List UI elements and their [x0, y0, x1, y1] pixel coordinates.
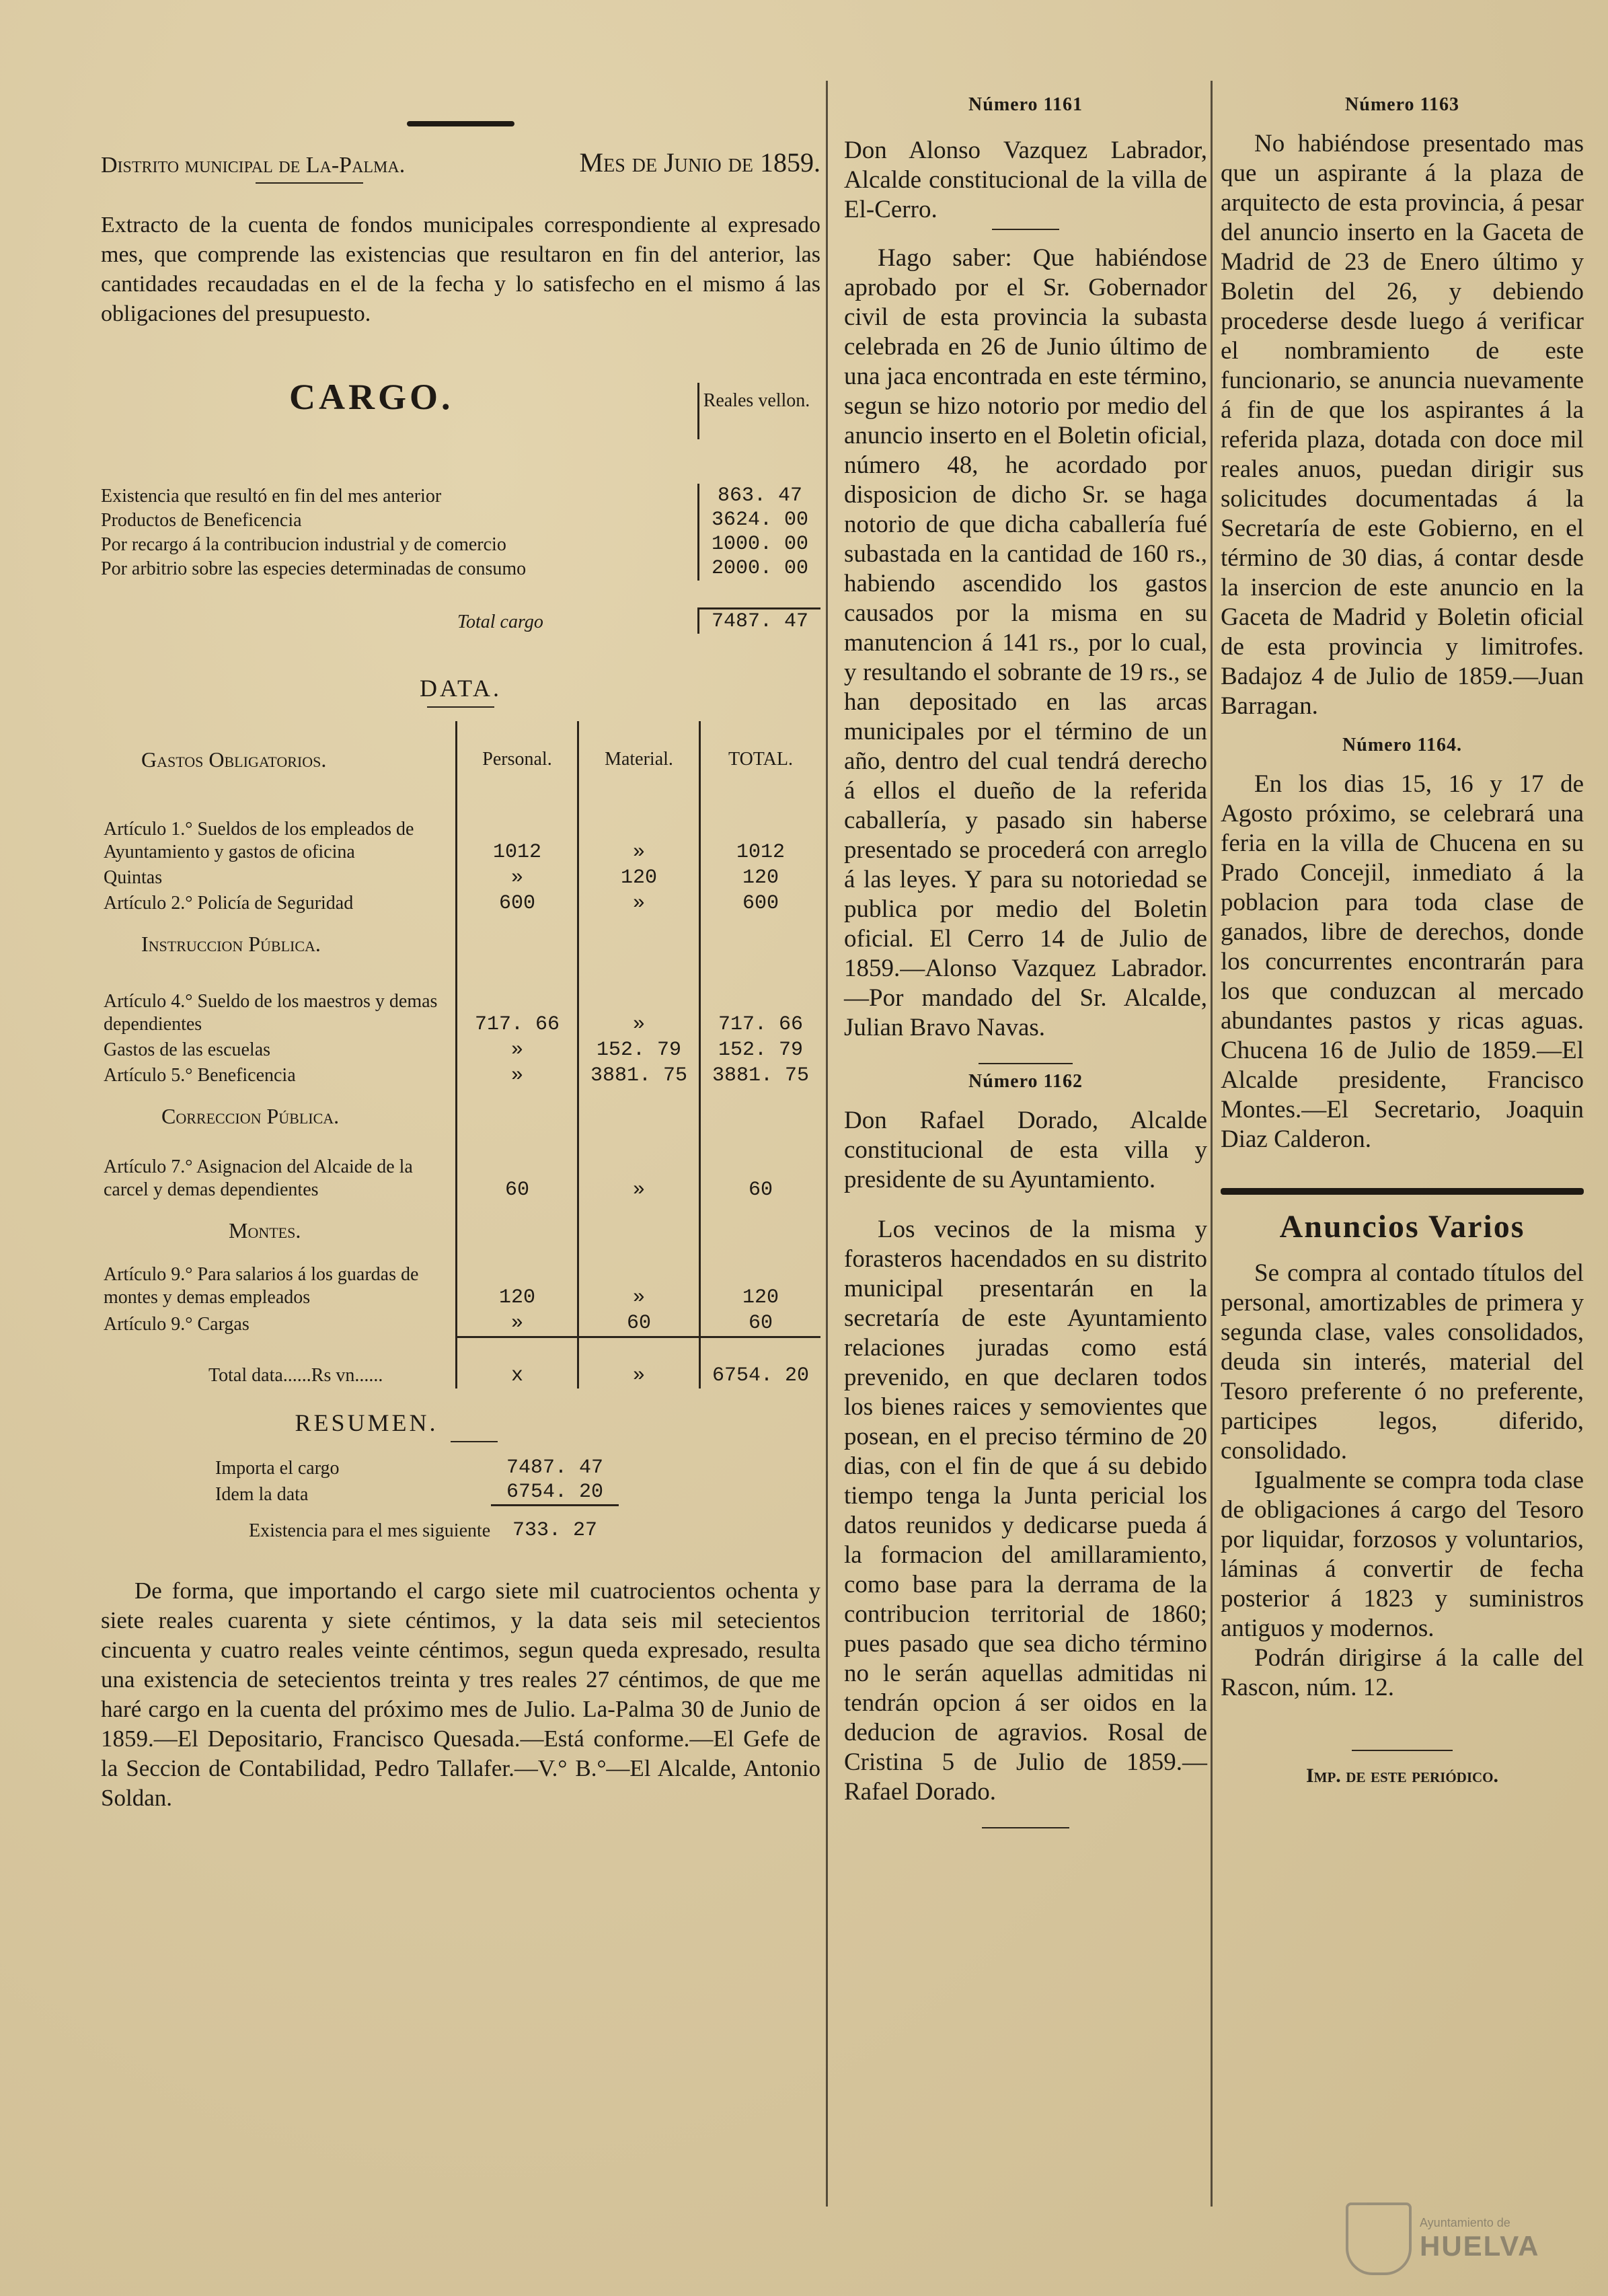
- data-row: Gastos de las escuelas » 152. 79 152. 79: [101, 1037, 820, 1063]
- resumen-existencia-value: 733. 27: [512, 1518, 598, 1542]
- data-header-personal: Personal.: [457, 721, 578, 791]
- notice-number-1164: Número 1164.: [1342, 735, 1462, 755]
- cargo-title: CARGO.: [289, 377, 454, 417]
- cargo-total-value: 7487. 47: [697, 607, 820, 634]
- data-total-material: »: [578, 1337, 700, 1388]
- cargo-item: Productos de Beneficencia 3624. 00: [101, 508, 820, 532]
- logo-line-1: Ayuntamiento de: [1420, 2215, 1510, 2229]
- notice-1163-body: No habiéndose presentado mas que un aspirante á la plaza de arquitecto de esta provincia, á pesar del anuncio inserto en la Gaceta de Madrid de 23 de Enero último y Boletin del 26, y debiendo procederse desde luego á verificar el nombramiento de este funcionario, se anuncia nuevamente á fin de que los aspirantes á la referida plaza, dotada con doce mil reales anuos, puedan dirigir sus solicitudes documentadas á la Secretaría de este Gobierno, en el término de 30 dias, á contar desde la insercion de este anuncio en la Gaceta de Madrid y Boletin oficial de esta provincia y limitrofes. Badajoz 4 de Julio de 1859.—Juan Barragan.: [1221, 130, 1584, 720]
- notice-divider: [979, 1063, 1073, 1064]
- data-header-material: Material.: [578, 721, 700, 791]
- data-header-total: TOTAL.: [700, 721, 821, 791]
- column-rule-1: [826, 81, 828, 2207]
- header-divider: [256, 182, 363, 184]
- column-accounts: [101, 81, 820, 1813]
- cargo-item: Por recargo á la contribucion industrial y de comercio 1000. 00: [101, 532, 820, 556]
- data-row: Quintas » 120 120: [101, 865, 820, 891]
- data-table: [101, 721, 820, 1388]
- resumen-existencia-row: [215, 1518, 619, 1543]
- notice-1161-divider: [992, 229, 1059, 230]
- anuncios-title: Anuncios Varios: [1279, 1209, 1525, 1245]
- anuncio-2: Igualmente se compra toda clase de obligaciones á cargo del Tesoro por liquidar, forzosos y voluntarios, láminas á convertir de fecha posterior á 1823 y suministros antiguos y modernos.: [1221, 1467, 1584, 1642]
- resumen-item: Idem la data 6754. 20: [215, 1480, 619, 1506]
- account-intro: Extracto de la cuenta de fondos municipales correspondiente al expresado mes, que comprende las existencias que resultaron en fin del anterior, las cantidades recaudadas en el de la fecha y lo satisfecho en el mismo á las obligaciones del presupuesto.: [101, 213, 820, 326]
- cargo-unit-header: Reales vellon.: [697, 383, 814, 439]
- data-total-row: [101, 1337, 820, 1388]
- notice-1164-body: En los dias 15, 16 y 17 de Agosto próximo, se celebrará una feria en la villa de Chucena en su Prado Concejil, inmediato á la poblacion para toda clase de ganados, libre de derechos, donde los concurrentes encontrarán para los que conduzcan al mercado abundantes pastos y ricas aguas. Chucena 16 de Julio de 1859.—El Alcalde presidente, Francisco Montes.—El Secretario, Joaquin Diaz Calderon.: [1221, 770, 1584, 1153]
- resumen-title: RESUMEN.: [295, 1409, 438, 1436]
- data-row: Artículo 5.° Beneficencia » 3881. 75 3881. 75: [101, 1063, 820, 1088]
- cargo-list: [101, 484, 820, 634]
- data-category-row: Montes.: [101, 1203, 820, 1243]
- resumen-list: [215, 1456, 619, 1543]
- account-closing: De forma, que importando el cargo siete mil cuatrocientos ochenta y siete reales cuarenta y siete céntimos, y la data seis mil setecientos cincuenta y cuatro reales veinte céntimos, segun queda expresado, resulta una existencia de setecientos treinta y tres reales 27 céntimos, de que me haré cargo en la cuenta del próximo mes de Julio. La-Palma 30 de Junio de 1859.—El Depositario, Francisco Quesada.—Está conforme.—El Gefe de la Seccion de Contabilidad, Pedro Tallafer.—V.° B.°—El Alcalde, Antonio Soldan.: [101, 1577, 820, 1811]
- notice-1161-body: Hago saber: Que habiéndose aprobado por el Sr. Gobernador civil de esta provincia la subasta celebrada en 26 de Junio último de una jaca encontrada en este término, segun se hizo notorio por medio del anuncio inserto en el Boletin oficial, número 48, he acordado por disposicion de dicho Sr. se haga notorio de que dicha caballería fué subastada en la cantidad de 160 rs., habiendo ascendido los gastos causados por la misma en su manutencion á 141 rs., por lo cual, y resultando el sobrante de 19 rs., se han depositado en las arcas municipales por el término de un año, dentro del cual tendrá derecho á ellos el dueño de la referida caballería, y pasado sin haberse presentado se procederá con arreglo á las leyes. Y para su notoriedad se publica por medio del Boletin oficial. El Cerro 14 de Julio de 1859.—Alonso Vazquez Labrador.—Por mandado del Sr. Alcalde, Julian Bravo Navas.: [844, 244, 1207, 1041]
- cargo-total-row: [101, 607, 820, 634]
- resumen-item: Importa el cargo 7487. 47: [215, 1456, 604, 1479]
- data-total-personal: x: [457, 1337, 578, 1388]
- imprint: Imp. de este periódico.: [1305, 1765, 1499, 1787]
- account-header: [101, 147, 820, 178]
- column-rule-2: [1211, 81, 1213, 2207]
- data-row: Artículo 9.° Cargas » 60 60: [101, 1310, 820, 1337]
- data-row: Artículo 1.° Sueldos de los empleados de Ayuntamiento y gastos de oficina 1012 » 1012: [101, 791, 820, 865]
- data-row: Artículo 7.° Asignacion del Alcaide de la carcel y demas dependientes 60 » 60: [101, 1129, 820, 1203]
- data-divider: [427, 706, 494, 708]
- shield-icon: [1346, 2202, 1412, 2275]
- notice-number-1163: Número 1163: [1345, 94, 1459, 115]
- resumen-divider: [451, 1441, 498, 1442]
- notice-end-divider: [982, 1827, 1069, 1828]
- data-category-row: Instruccion Pública.: [101, 916, 820, 957]
- logo-line-2: HUELVA: [1420, 2229, 1540, 2262]
- column-right: [1221, 81, 1584, 1787]
- column-middle: [844, 81, 1207, 1832]
- district-title: Distrito municipal de La-Palma.: [101, 153, 406, 178]
- notice-number-1162: Número 1162: [968, 1071, 1083, 1092]
- data-row: Artículo 2.° Policía de Seguridad 600 » 600: [101, 891, 820, 916]
- notice-number-1161: Número 1161: [968, 94, 1083, 115]
- data-total-label: Total data......Rs vn......: [208, 1364, 383, 1386]
- month-title: Mes de Junio de 1859.: [579, 147, 820, 178]
- cargo-total-label: Total cargo: [457, 612, 543, 632]
- archive-logo: [1346, 2202, 1561, 2276]
- cargo-item: Existencia que resultó en fin del mes anterior 863. 47: [101, 484, 820, 508]
- data-row: Artículo 9.° Para salarios á los guardas de montes y demas empleados 120 » 120: [101, 1243, 820, 1310]
- imprint-divider: [1352, 1750, 1453, 1751]
- cargo-item: Por arbitrio sobre las especies determinadas de consumo 2000. 00: [101, 556, 820, 581]
- notice-1162-body: Los vecinos de la misma y forasteros hacendados en su distrito municipal presentarán en la secretaría de este Ayuntamiento relaciones juradas como está prevenido, en que declaren todos los bienes raices y semovientes que posean, en el preciso término de 20 dias, con el fin de que á su debido tiempo tenga la Junta pericial los datos reunidos y dedicarse pueda á la formacion del amillaramiento, como base para la derrama de la contribucion territorial de 1860; pues pasado que sea dicho término no le serán aquellas admitidas ni tendrán opcion á ser oidos en la deducion de agravios. Rosal de Cristina 5 de Julio de 1859.—Rafael Dorado.: [844, 1216, 1207, 1806]
- anuncio-3: Podrán dirigirse á la calle del Rascon, núm. 12.: [1221, 1644, 1584, 1701]
- data-header-gastos: Gastos Obligatorios.: [141, 747, 327, 772]
- top-ornament: [407, 121, 514, 126]
- notice-1162-title: Don Rafael Dorado, Alcalde constitucional de esta villa y presidente de su Ayuntamiento.: [844, 1107, 1207, 1193]
- anuncios-ornament: [1221, 1188, 1584, 1195]
- notice-1161-title: Don Alonso Vazquez Labrador, Alcalde constitucional de la villa de El-Cerro.: [844, 137, 1207, 223]
- resumen-existencia-label: Existencia para el mes siguiente: [249, 1520, 491, 1541]
- data-title: DATA.: [419, 675, 502, 702]
- anuncio-1: Se compra al contado títulos del personal, amortizables de primera y segunda clase, vales consolidados, deuda sin interés, material del Tesoro preferente ó no preferente, participes legos, diferido, consolidado.: [1221, 1259, 1584, 1465]
- data-category-row: Correccion Pública.: [101, 1088, 820, 1129]
- data-total-value: 6754. 20: [700, 1337, 821, 1388]
- data-row: Artículo 4.° Sueldo de los maestros y demas dependientes 717. 66 » 717. 66: [101, 957, 820, 1037]
- data-header-row: [101, 721, 820, 791]
